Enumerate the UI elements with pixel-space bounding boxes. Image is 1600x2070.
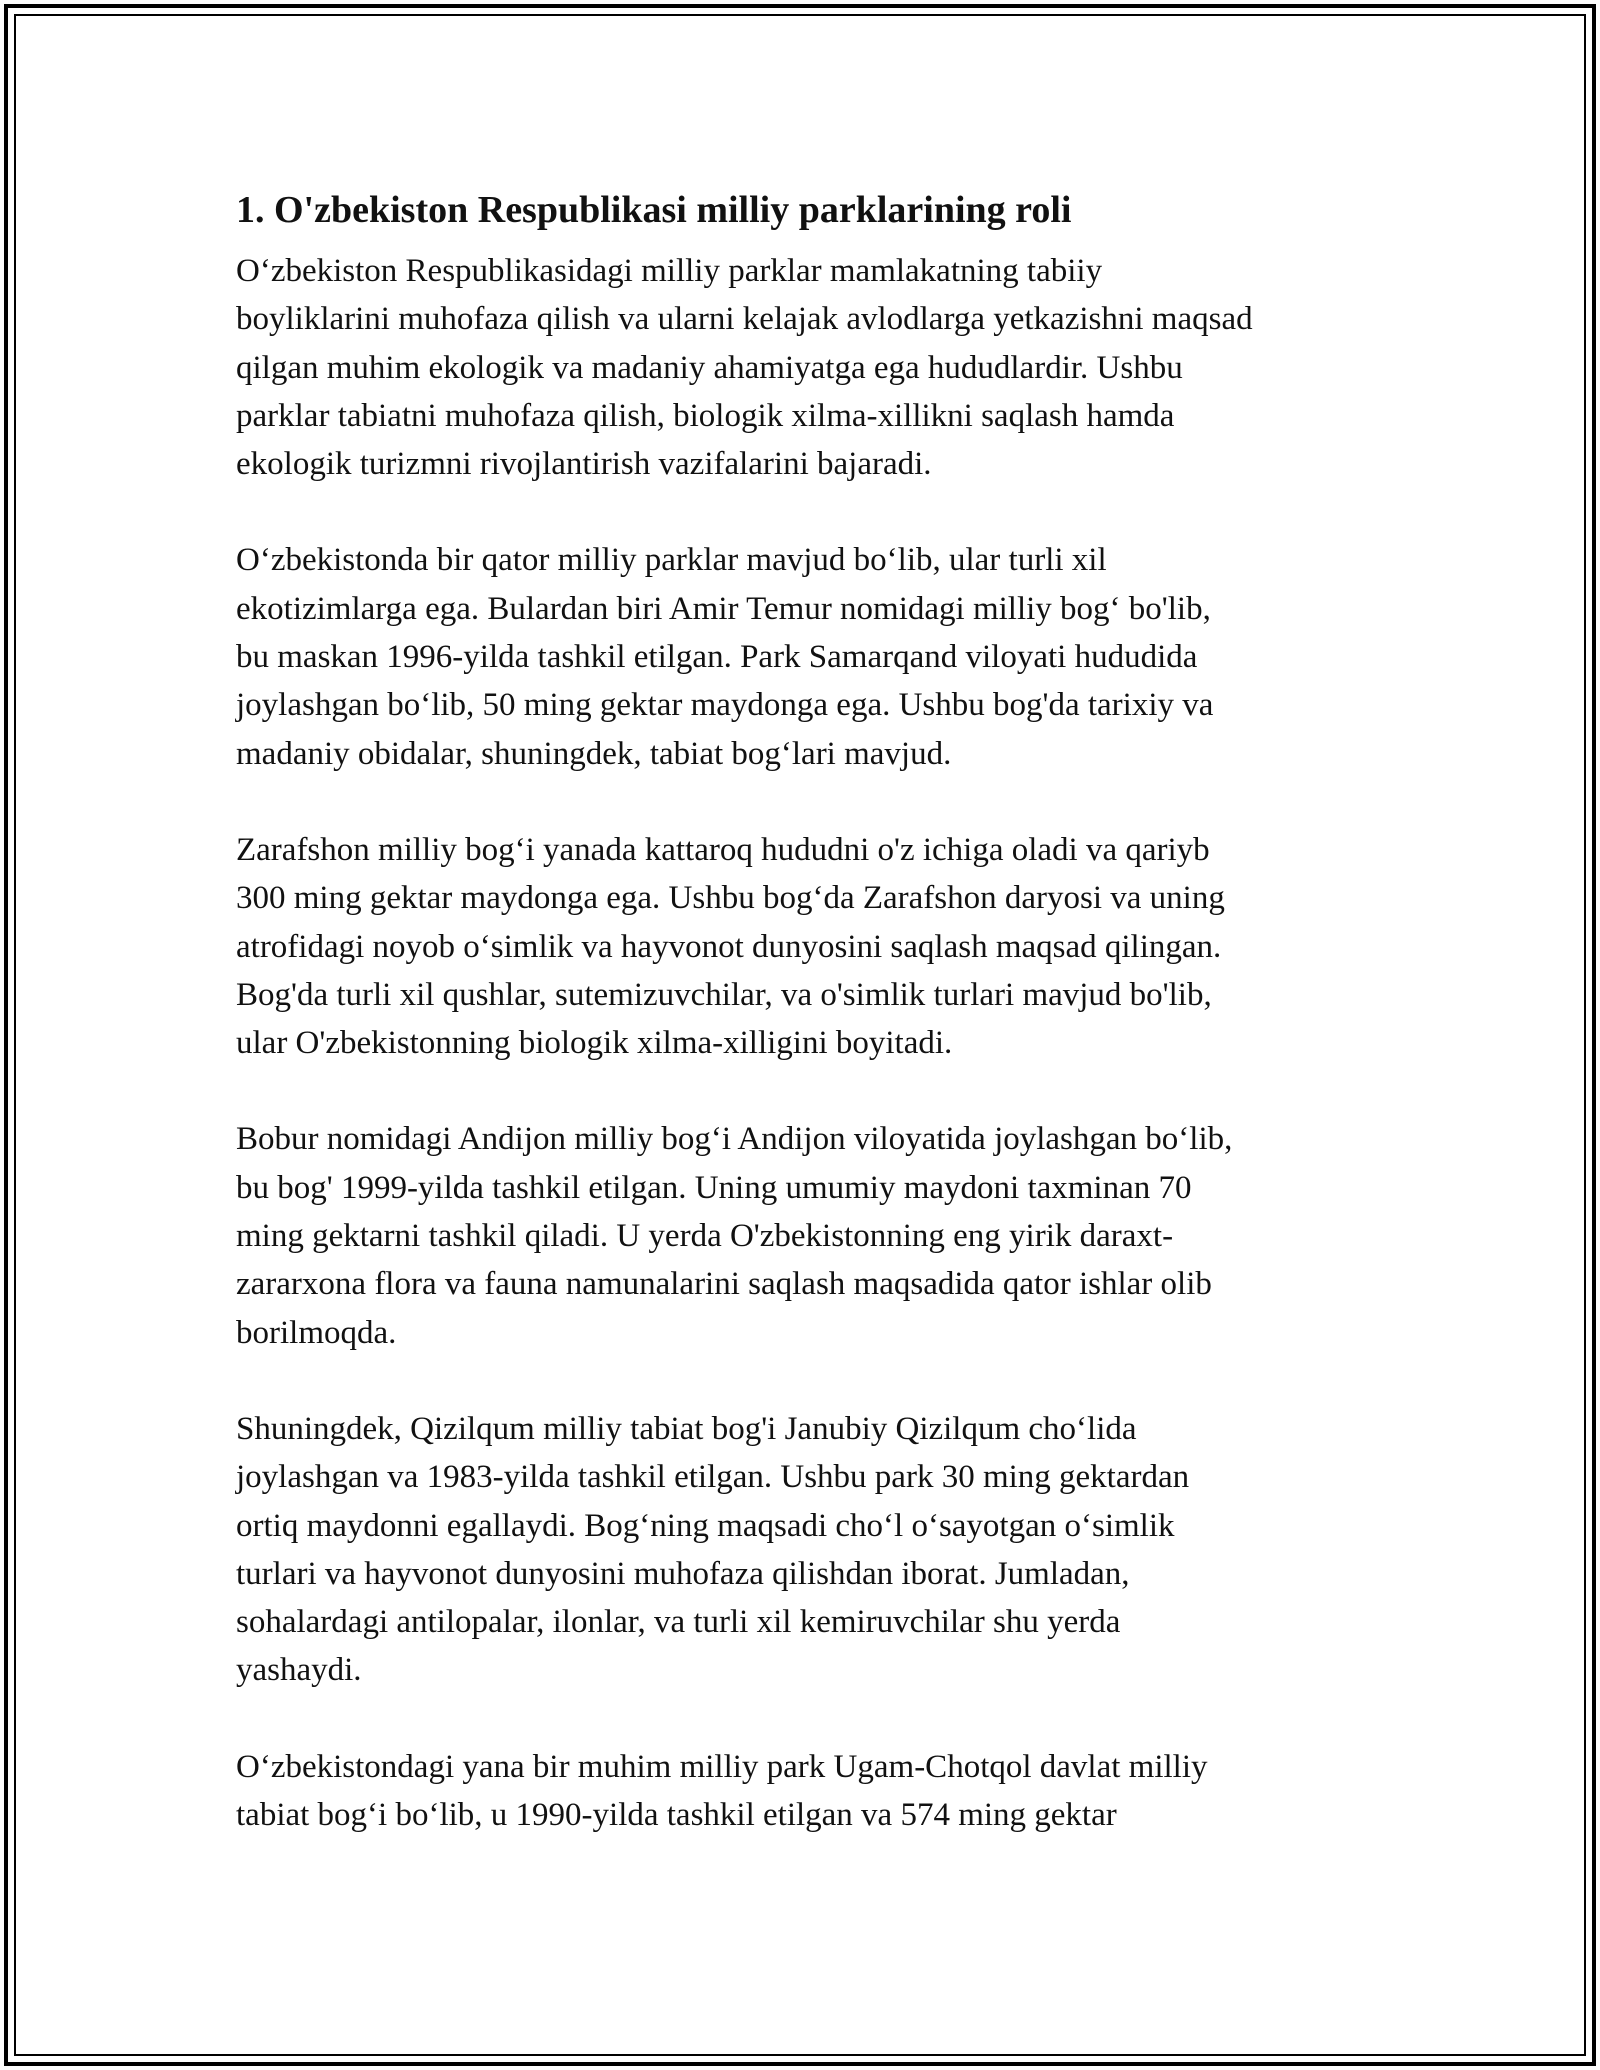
text-line: joylashgan bo‘lib, 50 ming gektar maydonga ega. Ushbu bog'da tarixiy va: [236, 687, 1214, 724]
text-line: O‘zbekistonda bir qator milliy parklar mavjud bo‘lib, ular turli xil: [236, 542, 1107, 579]
text-line: O‘zbekistondagi yana bir muhim milliy park Ugam-Chotqol davlat milliy: [236, 1748, 1208, 1785]
text-line: O‘zbekiston Respublikasidagi milliy parklar mamlakatning tabiiy: [236, 253, 1103, 289]
text-line: qilgan muhim ekologik va madaniy ahamiyatga ega hududlardir. Ushbu: [236, 349, 1183, 386]
text-line: borilmoqda.: [236, 1314, 397, 1351]
text-line: madaniy obidalar, shuningdek, tabiat bog‘lari mavjud.: [236, 735, 952, 772]
paragraph-6: [236, 1743, 1366, 1840]
text-line: Bog'da turli xil qushlar, sutemizuvchilar, va o'simlik turlari mavjud bo'lib,: [236, 976, 1212, 1013]
paragraph-4: [236, 1115, 1366, 1356]
text-line: Shuningdek, Qizilqum milliy tabiat bog'i Janubiy Qizilqum cho‘lida: [236, 1410, 1137, 1447]
paragraph-2: [236, 536, 1366, 777]
document-content: [236, 185, 1366, 1839]
text-line: boyliklarini muhofaza qilish va ularni kelajak avlodlarga yetkazishni maqsad: [236, 301, 1253, 338]
text-line: Zarafshon milliy bog‘i yanada kattaroq hududni o'z ichiga oladi va qariyb: [236, 831, 1210, 868]
text-line: ekotizimlarga ega. Bulardan biri Amir Temur nomidagi milliy bog‘ bo'lib,: [236, 590, 1211, 627]
text-line: atrofidagi noyob o‘simlik va hayvonot dunyosini saqlash maqsad qilingan.: [236, 928, 1222, 965]
paragraph-1: [236, 247, 1366, 488]
text-line: parklar tabiatni muhofaza qilish, biologik xilma-xillikni saqlash hamda: [236, 397, 1175, 434]
text-line: 300 ming gektar maydonga ega. Ushbu bog‘da Zarafshon daryosi va uning: [236, 880, 1225, 917]
paragraph-3: [236, 826, 1366, 1067]
text-line: tabiat bog‘i bo‘lib, u 1990-yilda tashkil etilgan va 574 ming gektar: [236, 1797, 1117, 1834]
text-line: ekologik turizmni rivojlantirish vazifalarini bajaradi.: [236, 446, 932, 483]
text-line: joylashgan va 1983-yilda tashkil etilgan. Ushbu park 30 ming gektardan: [236, 1459, 1190, 1496]
text-line: bu maskan 1996-yilda tashkil etilgan. Park Samarqand viloyati hududida: [236, 639, 1198, 676]
text-line: yashaydi.: [236, 1652, 362, 1689]
paragraph-5: [236, 1405, 1366, 1695]
text-line: ular O'zbekistonning biologik xilma-xilligini boyitadi.: [236, 1025, 953, 1062]
text-line: ortiq maydonni egallaydi. Bog‘ning maqsadi cho‘l o‘sayotgan o‘simlik: [236, 1507, 1175, 1544]
text-line: ming gektarni tashkil qiladi. U yerda O'zbekistonning eng yirik daraxt-: [236, 1218, 1174, 1255]
text-line: Bobur nomidagi Andijon milliy bog‘i Andijon viloyatida joylashgan bo‘lib,: [236, 1121, 1233, 1158]
text-line: sohalardagi antilopalar, ilonlar, va turli xil kemiruvchilar shu yerda: [236, 1604, 1121, 1641]
text-line: turlari va hayvonot dunyosini muhofaza qilishdan iborat. Jumladan,: [236, 1555, 1130, 1592]
text-line: bu bog' 1999-yilda tashkil etilgan. Uning umumiy maydoni taxminan 70: [236, 1169, 1192, 1206]
section-heading: 1. O'zbekiston Respublikasi milliy parklarining roli: [236, 189, 1072, 231]
text-line: zararxona flora va fauna namunalarini saqlash maqsadida qator ishlar olib: [236, 1266, 1212, 1303]
